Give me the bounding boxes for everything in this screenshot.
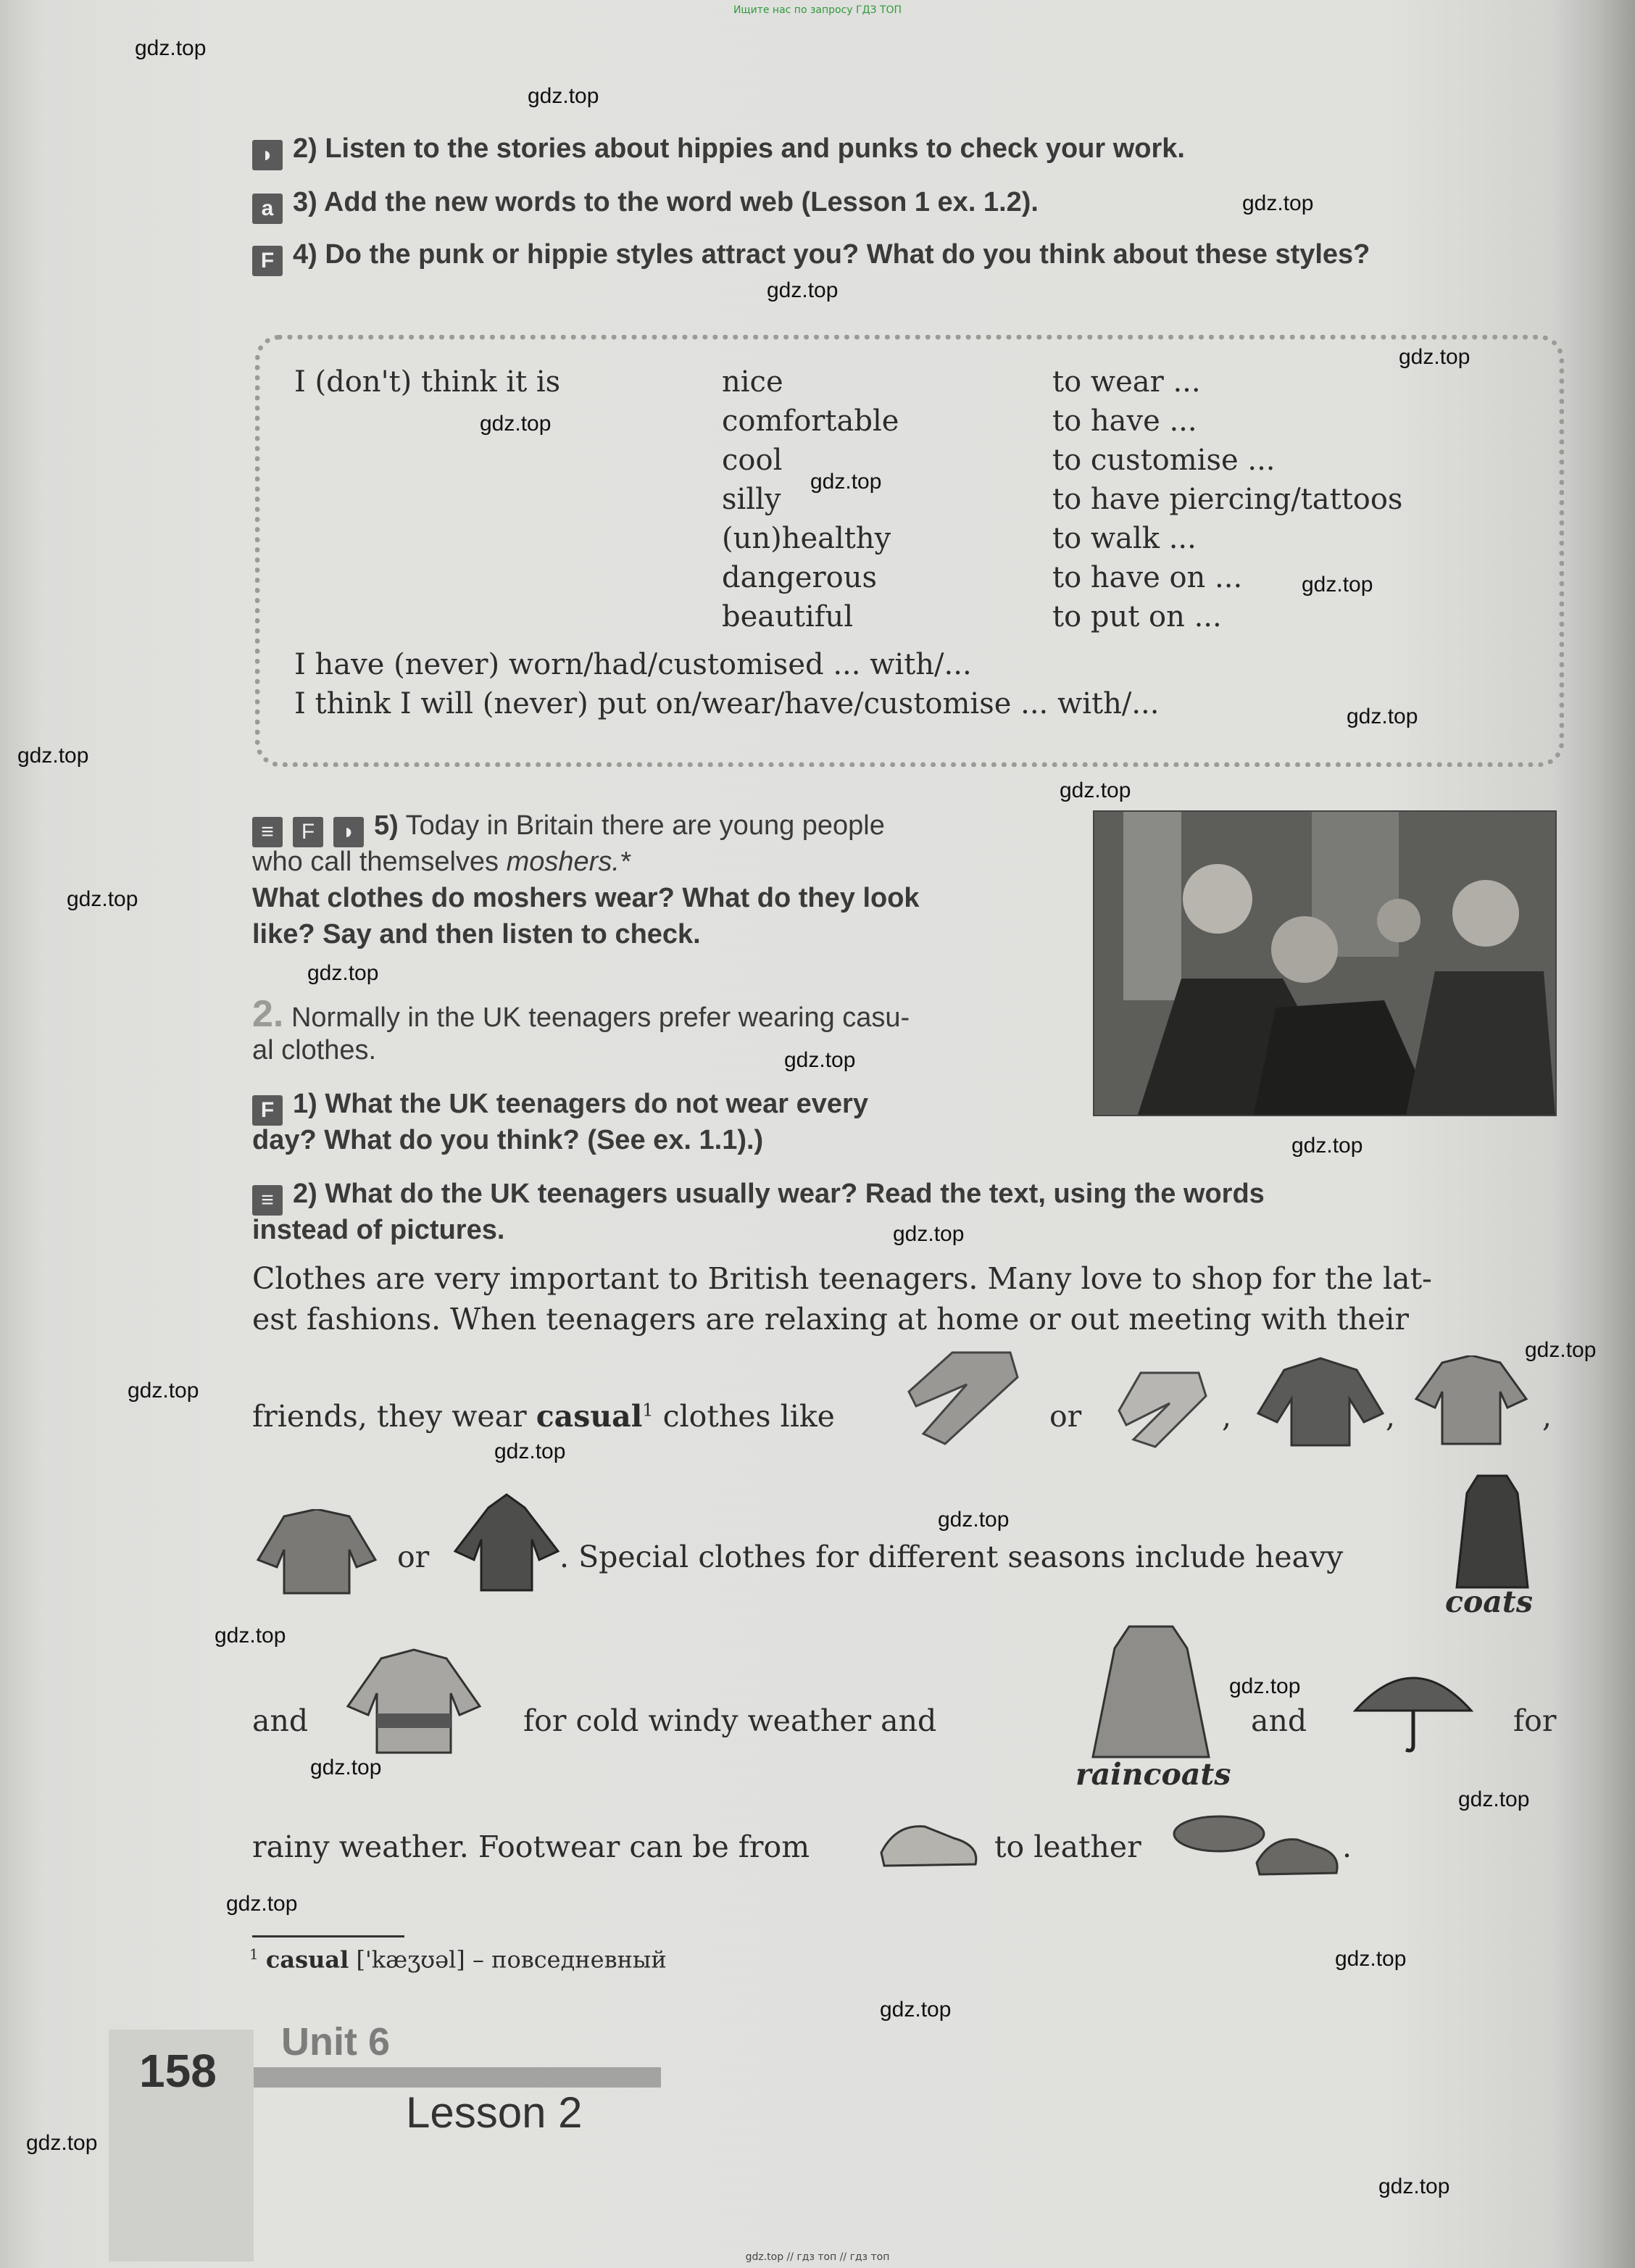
task-3: a 3) Add the new words to the word web (Lesson 1 ex. 1.2).: [252, 184, 1039, 224]
raincoats-caption: raincoats: [1076, 1757, 1231, 1792]
watermark: gdz.top: [307, 961, 379, 985]
text-and-2: and: [1251, 1703, 1307, 1738]
sweater-picture: [255, 1509, 378, 1599]
speak-icon: F: [293, 817, 323, 847]
exercise-2-q1: F 1) What the UK teenagers do not wear every: [252, 1086, 868, 1126]
watermark: gdz.top: [494, 1440, 566, 1463]
phrase-line2: I think I will (never) put on/wear/have/customise ... with/...: [294, 687, 1160, 720]
text-period: .: [1342, 1829, 1352, 1864]
trousers-picture: [902, 1348, 1032, 1453]
text-line1: Clothes are very important to British teenagers. Many love to shop for the lat-: [252, 1261, 1432, 1296]
watermark: gdz.top: [1347, 705, 1418, 728]
exercise-2-line2: al clothes.: [252, 1035, 377, 1066]
text-comma-1: ,: [1222, 1399, 1232, 1434]
speak-icon: F: [252, 1095, 283, 1126]
watermark: gdz.top: [528, 84, 599, 108]
watermark: gdz.top: [67, 887, 138, 911]
watermark: gdz.top: [310, 1756, 382, 1779]
watermark: gdz.top: [17, 744, 89, 768]
page-number: 158: [139, 2045, 217, 2097]
text-line3: friends, they wear casual$^1$ clothes like: [252, 1399, 835, 1434]
watermark: gdz.top: [480, 412, 552, 436]
text-line6: rainy weather. Footwear can be from: [252, 1829, 810, 1864]
text-comma-2: ,: [1386, 1399, 1396, 1434]
hoodie-picture: [452, 1493, 561, 1598]
watermark: gdz.top: [938, 1508, 1010, 1532]
task-4: F 4) Do the punk or hippie styles attract you? What do you think about these styles?: [252, 236, 1557, 276]
speak-icon: F: [252, 246, 283, 276]
raincoat-picture: [1086, 1619, 1216, 1767]
text-or-1: or: [1049, 1399, 1082, 1434]
exercise-5: ≡ F ◗ 5) Today in Britain there are young people: [252, 807, 1049, 847]
watermark: gdz.top: [784, 1048, 856, 1072]
write-icon: a: [252, 194, 283, 224]
moshers-photo: [1093, 810, 1557, 1116]
watermark: gdz.top: [1060, 778, 1131, 802]
text-line4: . Special clothes for different seasons include heavy: [559, 1540, 1344, 1574]
coat-picture: [1452, 1471, 1532, 1598]
text-line6b: to leather: [994, 1829, 1141, 1864]
watermark: gdz.top: [1242, 191, 1314, 215]
phrase-col2: nice comfortable cool silly (un)healthy dangerous beautiful: [722, 365, 899, 634]
watermark: gdz.top: [1291, 1134, 1363, 1158]
watermark: gdz.top: [26, 2131, 98, 2155]
watermark: gdz.top: [1335, 1947, 1407, 1971]
phrase-col1: I (don't) think it is: [294, 365, 561, 399]
footnote-rule: [252, 1935, 404, 1937]
exercise-2-q2-line2: instead of pictures.: [252, 1215, 505, 1245]
unit-bar: [254, 2067, 661, 2088]
watermark: gdz.top: [1302, 573, 1373, 597]
audio-icon: ◗: [333, 817, 364, 847]
read-icon: ≡: [252, 817, 283, 847]
phrase-line1: I have (never) worn/had/customised ... with/...: [294, 648, 972, 681]
jeans-picture: [1104, 1367, 1213, 1457]
exercise-2-q1-line2: day? What do you think? (See ex. 1.1).): [252, 1125, 764, 1155]
jacket-picture: [1255, 1355, 1386, 1453]
watermark: gdz.top: [1399, 345, 1470, 369]
audio-icon: ◗: [252, 140, 283, 170]
watermark: gdz.top: [1458, 1787, 1530, 1811]
trainers-picture: [874, 1809, 983, 1877]
text-and-1: and: [252, 1703, 309, 1738]
watermark: gdz.top: [767, 278, 839, 302]
task-2: ◗ 2) Listen to the stories about hippies and punks to check your work.: [252, 130, 1185, 170]
watermark: gdz.top: [128, 1379, 199, 1403]
text-for: for: [1513, 1703, 1557, 1738]
coats-caption: coats: [1445, 1584, 1533, 1619]
footer-note: gdz.top // гдз топ // гдз топ: [745, 2251, 890, 2263]
footnote: $^1$ casual ['kæʒʊəl] – повседневный: [249, 1945, 667, 1974]
watermark: gdz.top: [226, 1892, 298, 1916]
watermark: gdz.top: [893, 1222, 965, 1246]
text-line5: for cold windy weather and: [523, 1703, 937, 1738]
shirt-picture: [1413, 1355, 1529, 1453]
windbreaker-picture: [345, 1648, 483, 1760]
watermark: gdz.top: [1525, 1338, 1597, 1362]
read-icon: ≡: [252, 1185, 283, 1216]
phrase-col3: to wear ... to have ... to customise ... to have piercing/tattoos to walk ... to have on ... to put on ...: [1052, 365, 1403, 634]
unit-title: Unit 6: [281, 2020, 391, 2064]
text-line2: est fashions. When teenagers are relaxing at home or out meeting with their: [252, 1302, 1409, 1337]
watermark: gdz.top: [1229, 1674, 1301, 1698]
header-note: Ищите нас по запросу ГДЗ ТОП: [733, 4, 902, 16]
exercise-5-question1: What clothes do moshers wear? What do they look: [252, 883, 920, 913]
photo-scene: [1094, 812, 1555, 1115]
shoes-picture: [1249, 1819, 1344, 1887]
watermark: gdz.top: [810, 470, 882, 494]
exercise-2: 2. Normally in the UK teenagers prefer wearing casu-: [252, 993, 910, 1035]
lesson-title: Lesson 2: [406, 2088, 583, 2137]
exercise-2-q2: ≡ 2) What do the UK teenagers usually wear? Read the text, using the words: [252, 1176, 1265, 1216]
exercise-5-question2: like? Say and then listen to check.: [252, 919, 701, 950]
exercise-5-line2: who call themselves moshers.*: [252, 847, 631, 877]
text-or-2: or: [397, 1540, 430, 1574]
umbrella-picture: [1348, 1660, 1478, 1757]
text-comma-3: ,: [1542, 1399, 1552, 1434]
watermark: gdz.top: [135, 36, 207, 60]
watermark: gdz.top: [1378, 2174, 1450, 2198]
watermark: gdz.top: [880, 1998, 952, 2022]
watermark: gdz.top: [215, 1624, 286, 1648]
